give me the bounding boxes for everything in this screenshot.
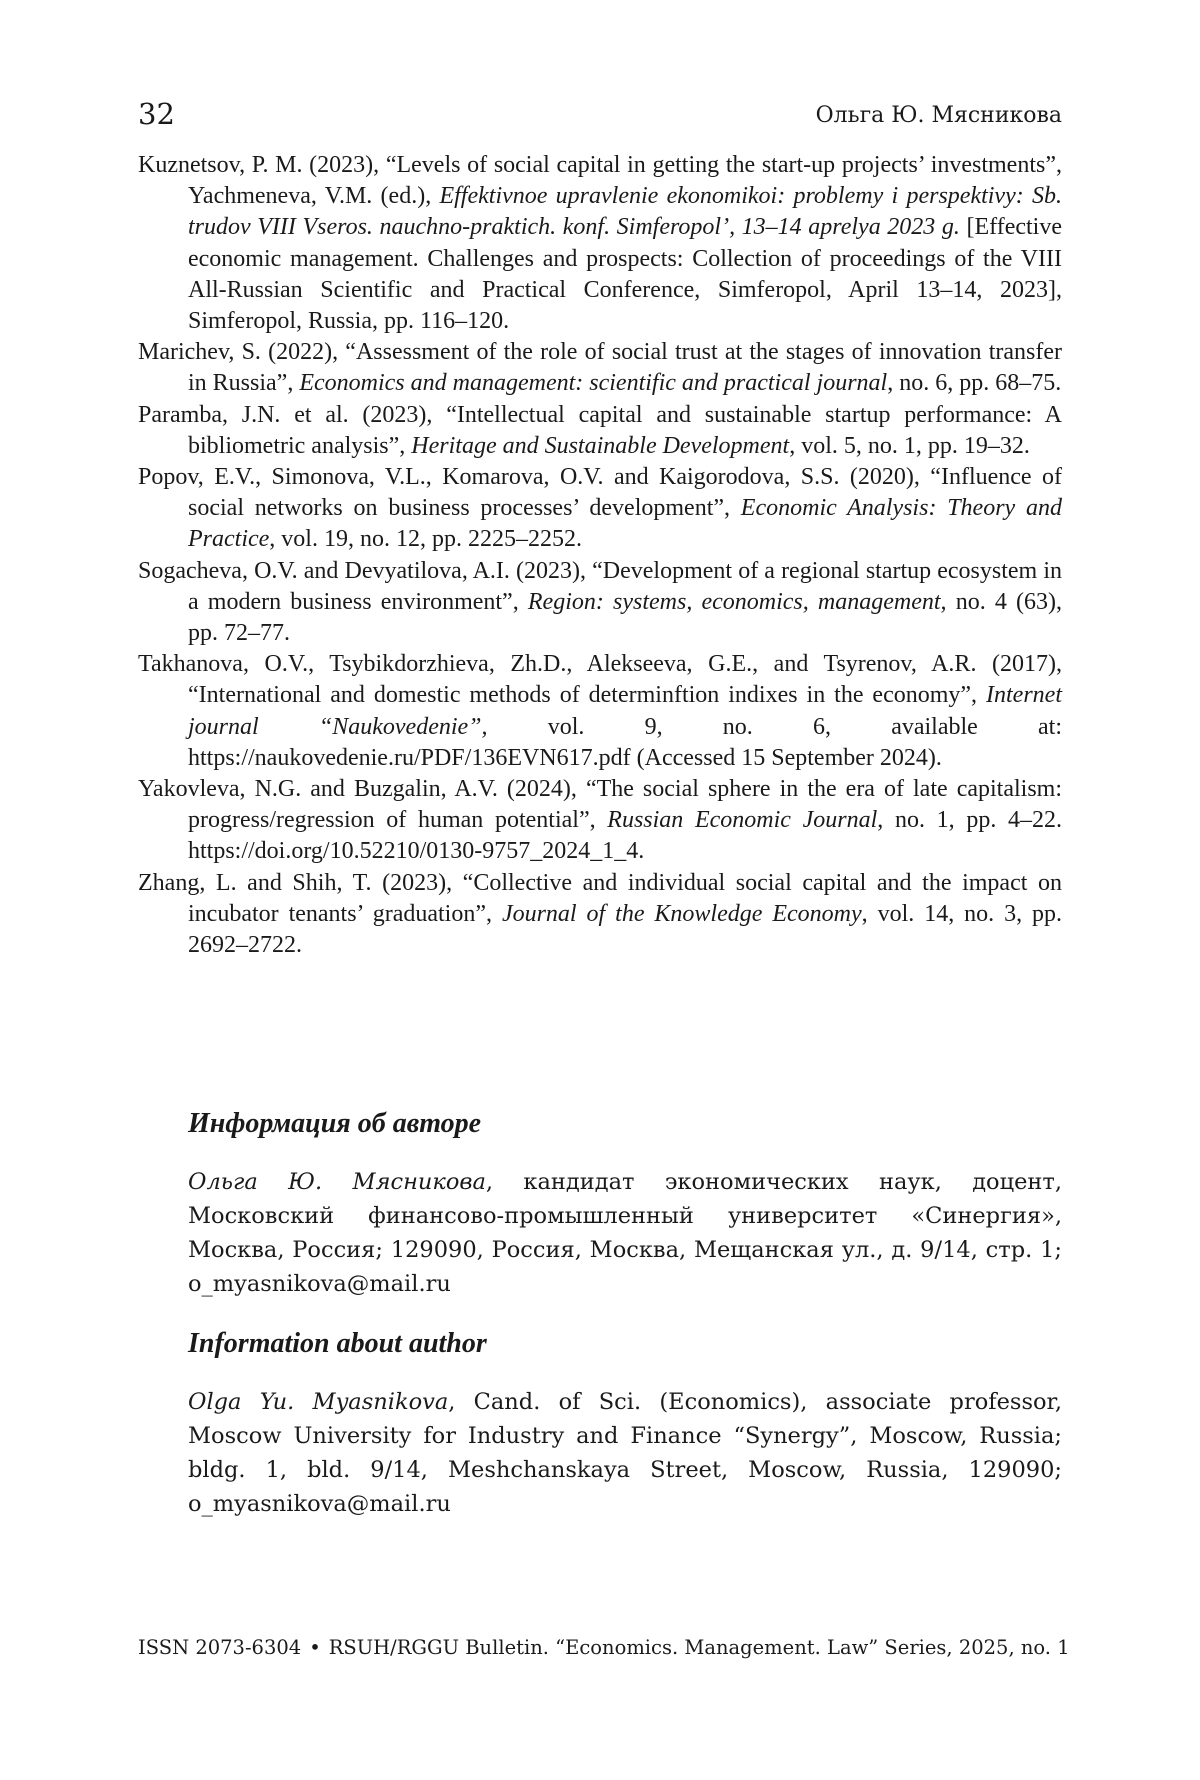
page-number: 32 <box>138 97 175 131</box>
author-name-en: Olga Yu. Myasnikova <box>188 1389 449 1415</box>
reference-source: Internet journal “Naukovedenie”, <box>188 682 1062 740</box>
reference-item <box>138 150 1062 337</box>
reference-details: vol. 9, no. 6, available at: https://naukovedenie.ru/PDF/136EVN617.pdf (Accessed 15 September 2024). <box>188 713 1062 771</box>
page-header <box>138 94 1062 134</box>
reference-item <box>138 774 1062 868</box>
footer-issn: ISSN 2073-6304 <box>138 1636 302 1659</box>
reference-source: Heritage and Sustainable Development <box>411 432 790 459</box>
reference-text: Kuznetsov, P. M. (2023), “Levels of social capital in getting the start-up projects’ investments”, Yachmeneva, V.M. (ed.), <box>138 152 1062 210</box>
author-details-ru: , кандидат экономических наук, доцент, Московский финансово-промышленный университет «Синергия», Москва, Россия; 129090, Россия, Москва, Мещанская ул., д. 9/14, стр. 1; o_myasnikova@mail.ru <box>188 1169 1062 1297</box>
reference-text: Zhang, L. and Shih, T. (2023), “Collective and individual social capital and the impact on incubator tenants’ graduation”, <box>138 869 1062 927</box>
author-info-ru-title: Информация об авторе <box>188 1108 482 1139</box>
reference-list <box>138 150 1062 961</box>
author-details-en: , Cand. of Sci. (Economics), associate professor, Moscow University for Industry and Finance “Synergy”, Moscow, Russia; bldg. 1, bld. 9/14, Meshchanskaya Street, Moscow, Russia, 129090; o_myasnikova@mail.ru <box>188 1389 1062 1517</box>
reference-source: Journal of the Knowledge Economy <box>501 900 862 927</box>
running-author: Ольга Ю. Мясникова <box>815 103 1062 128</box>
author-name-ru: Ольга Ю. Мясникова <box>188 1169 486 1195</box>
reference-item <box>138 337 1062 399</box>
reference-details: [Effective economic management. Challenges and prospects: Collection of proceedings of the VIII All-Russian Scientific and Practical Conference, Simferopol, April 13–14, 2023], Simferopol, Russia, pp. 116–120. <box>188 214 1062 335</box>
reference-text: Sogacheva, O.V. and Devyatilova, A.I. (2023), “Development of a regional startup ecosystem in a modern business environment”, <box>138 557 1062 615</box>
reference-text: Takhanova, O.V., Tsybikdorzhieva, Zh.D., Alekseeva, G.E., and Tsyrenov, A.R. (2017), “International and domestic methods of determinftion indixes in the economy”, <box>138 651 1062 709</box>
reference-item <box>138 868 1062 962</box>
reference-details: , no. 6, pp. 68–75. <box>887 370 1062 397</box>
reference-details: , no. 1, pp. 4–22. https://doi.org/10.52210/0130-9757_2024_1_4. <box>188 807 1062 865</box>
page-footer <box>138 1634 1070 1662</box>
reference-details: no. 4 (63), pp. 72–77. <box>188 588 1063 647</box>
reference-source: Economics and management: scientific and practical journal <box>299 370 888 397</box>
reference-details: , vol. 14, no. 3, pp. 2692–2722. <box>188 900 1063 959</box>
footer-separator: • <box>309 1636 321 1659</box>
reference-item <box>138 556 1062 650</box>
author-info-en <box>188 1326 1062 1521</box>
reference-item <box>138 649 1062 774</box>
reference-source: Region: systems, economics, management, <box>527 588 947 615</box>
reference-text: Paramba, J.N. et al. (2023), “Intellectual capital and sustainable startup performance: A bibliometric analysis”, <box>138 401 1062 459</box>
author-info-en-title: Information about author <box>188 1328 487 1359</box>
reference-source: Effektivnoe upravlenie ekonomikoi: problemy i perspektivy: Sb. trudov VIII Vseros. nauchno-praktich. konf. Simferopol’, 13–14 aprelya 2023 g. <box>188 183 1062 241</box>
footer-journal: RSUH/RGGU Bulletin. “Economics. Management. Law” Series, 2025, no. 1 <box>328 1636 1070 1659</box>
reference-source: Russian Economic Journal <box>607 807 878 834</box>
reference-item <box>138 400 1062 462</box>
reference-text: Popov, E.V., Simonova, V.L., Komarova, O.V. and Kaigorodova, S.S. (2020), “Influence of social networks on business processes’ development”, <box>138 464 1062 522</box>
reference-source: Economic Analysis: Theory and Practice <box>188 495 1062 553</box>
reference-details: , vol. 5, no. 1, pp. 19–32. <box>789 432 1030 459</box>
author-info-ru-body <box>188 1165 1062 1301</box>
reference-text: Yakovleva, N.G. and Buzgalin, A.V. (2024), “The social sphere in the era of late capitalism: progress/regression of human potential”, <box>138 776 1062 834</box>
reference-text: Marichev, S. (2022), “Assessment of the role of social trust at the stages of innovation transfer in Russia”, <box>138 339 1062 397</box>
reference-details: , vol. 19, no. 12, pp. 2225–2252. <box>269 526 582 553</box>
author-info-en-body <box>188 1385 1062 1521</box>
author-info-ru <box>188 1106 1062 1301</box>
reference-item <box>138 462 1062 556</box>
